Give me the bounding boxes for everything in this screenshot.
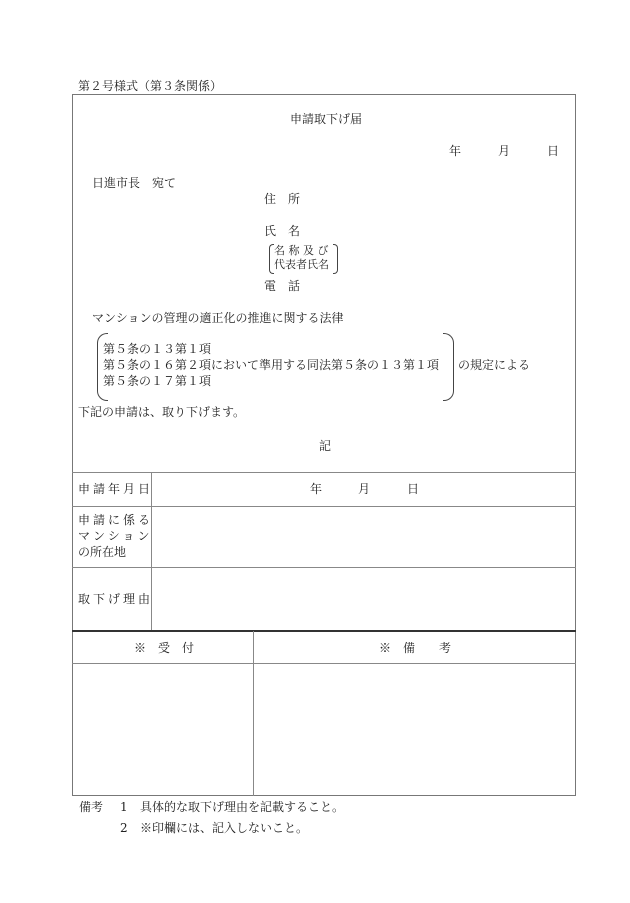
articles-bracket-right [443, 333, 454, 401]
article-1: 第５条の１３第１項 [103, 342, 212, 356]
section-divider [72, 630, 576, 632]
mansion-location-label-line3: の所在地 [78, 545, 127, 559]
date-day: 日 [547, 144, 560, 158]
table-top-border [72, 472, 576, 473]
name-label: 氏 名 [264, 224, 301, 238]
form-number: 第２号様式（第３条関係） [78, 79, 223, 93]
law-name: マンションの管理の適正化の推進に関する法律 [92, 311, 344, 325]
note-2-text: ※印欄には、記入しないこと。 [140, 821, 309, 835]
statement: 下記の申請は、取り下げます。 [78, 405, 246, 419]
addressee: 日進市長 宛て [92, 176, 177, 190]
note-1-text: 具体的な取下げ理由を記載すること。 [140, 800, 345, 814]
form-title: 申請取下げ届 [290, 112, 363, 126]
withdrawal-reason-label: 取下げ理由 [78, 592, 154, 606]
mansion-location-label-line1: 申請に係る [78, 513, 154, 527]
name-note-bracket-right [333, 244, 338, 274]
address-label: 住 所 [264, 192, 301, 206]
mansion-location-label-line2: マンション [78, 529, 153, 543]
name-note-line2: 代表者氏名 [274, 258, 329, 271]
application-date-day: 日 [407, 482, 420, 496]
name-note-line1: 名 称 及 び [274, 244, 329, 257]
remarks-header: ※ 備 考 [379, 641, 452, 655]
note-1-number: 1 [120, 800, 128, 814]
application-date-month: 月 [358, 482, 371, 496]
date-year: 年 [449, 144, 462, 158]
mansion-location-field[interactable] [152, 507, 575, 567]
withdrawal-reason-field[interactable] [152, 568, 575, 630]
phone-label: 電 話 [264, 279, 301, 293]
article-2: 第５条の１６第２項において準用する同法第５条の１３第１項 [103, 358, 440, 372]
remarks-area [254, 664, 575, 795]
ki-label: 記 [319, 439, 332, 453]
date-month: 月 [498, 144, 511, 158]
notes-heading: 備考 [79, 800, 104, 814]
application-date-label: 申請年月日 [78, 482, 154, 496]
article-3: 第５条の１７第１項 [103, 374, 212, 388]
reception-stamp-area [73, 664, 253, 795]
note-2-number: 2 [120, 821, 128, 835]
reception-header: ※ 受 付 [134, 641, 195, 655]
application-date-year: 年 [310, 482, 323, 496]
provision-suffix: の規定による [458, 358, 531, 372]
